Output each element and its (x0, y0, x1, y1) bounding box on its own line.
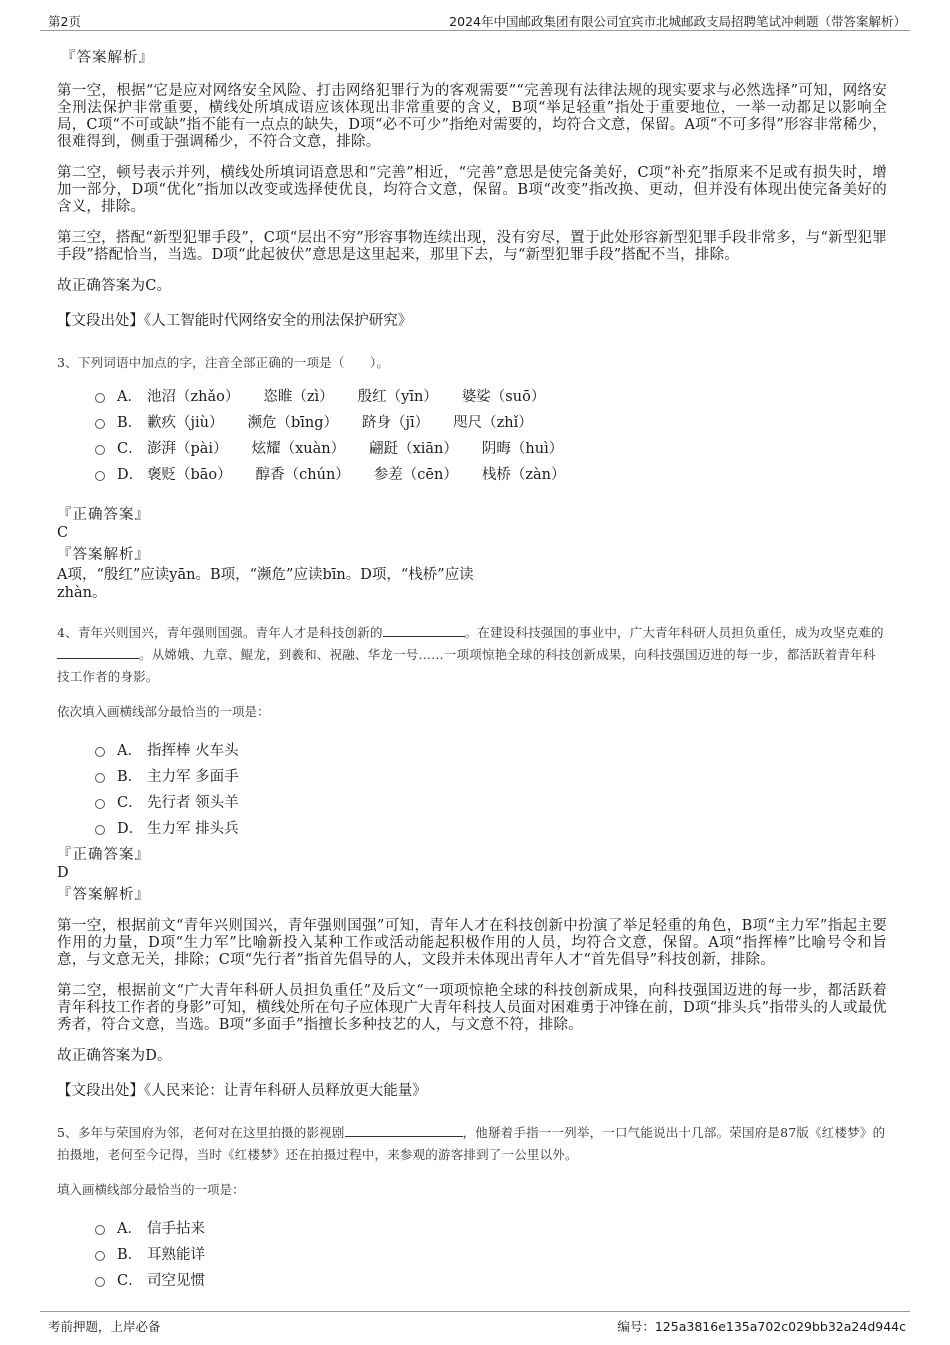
option-text: 指挥棒 火车头 (147, 742, 239, 759)
radio-button[interactable] (95, 747, 105, 757)
stem-text: 。在建设科技强国的事业中，广大青年科研人员担负重任，成为攻坚克难的 (464, 625, 884, 640)
option-word: 池沼（zhǎo） (147, 388, 240, 405)
radio-button[interactable] (95, 445, 105, 455)
option-b[interactable] (95, 762, 887, 788)
option-text: 司空见惯 (147, 1272, 205, 1289)
option-letter: B． (117, 1246, 143, 1263)
question-stem: 3、下列词语中加点的字，注音全部正确的一项是（ ）。 (57, 355, 390, 370)
option-list (95, 382, 887, 486)
option-letter: A． (117, 742, 142, 759)
document-id: 编号：125a3816e135a702c029bb32a24d944c (617, 1319, 906, 1334)
option-list (95, 1214, 887, 1292)
analysis-paragraph: 第三空，搭配“新型犯罪手段”，C项“层出不穷”形容事物连续出现，没有穷尽，置于此处形容新型犯罪手段非常多，与“新型犯罪手段”搭配恰当，当选。D项“此起彼伏”意思是这里起来，那里下去，与“新型犯罪手段”搭配不当，排除。 (57, 230, 887, 263)
option-word: 跻身（jī） (362, 414, 430, 431)
option-word: 栈桥（zàn） (481, 466, 566, 483)
option-word: 歉疚（jiù） (147, 414, 224, 431)
radio-button[interactable] (95, 1225, 105, 1235)
radio-button[interactable] (95, 799, 105, 809)
analysis-label: 『答案解析』 (57, 887, 150, 903)
fill-blank (345, 1124, 463, 1137)
option-b[interactable] (95, 1240, 887, 1266)
option-word: 醇香（chún） (255, 466, 350, 483)
stem-text: 4、青年兴则国兴，青年强则国强。青年人才是科技创新的 (57, 625, 383, 640)
radio-button[interactable] (95, 1251, 105, 1261)
option-letter: B． (117, 768, 143, 785)
correct-answer-label: 『正确答案』 (57, 507, 150, 523)
stem-text: 5、多年与荣国府为邻，老何对在这里拍摄的影视剧 (57, 1125, 345, 1140)
option-word: 炫耀（xuàn） (251, 440, 346, 457)
option-text: 生力军 排头兵 (147, 820, 239, 837)
option-list (95, 736, 887, 840)
option-a[interactable] (95, 736, 887, 762)
option-text: 先行者 领头羊 (147, 794, 239, 811)
analysis-paragraph: 第一空，根据前文“青年兴则国兴，青年强则国强”可知，青年人才在科技创新中扮演了举足轻重的角色，B项“主力军”指起主要作用的力量，D项“生力军”比喻新投入某种工作或活动能起积极作用的人员，均符合文意，保留。A项“指挥棒”比喻号令和旨意，与文意无关，排除；C项“先行者”指首先倡导的人，文段并未体现出青年人才“首先倡导”科技创新，排除。 (57, 918, 887, 968)
analysis-label: 『答案解析』 (57, 547, 150, 563)
radio-button[interactable] (95, 471, 105, 481)
option-letter: D． (117, 466, 144, 483)
page-footer (40, 1311, 910, 1336)
option-text: 耳熟能详 (147, 1246, 205, 1263)
option-a[interactable] (95, 382, 887, 408)
page-number: 第2页 (48, 14, 81, 29)
option-word: 恣睢（zì） (263, 388, 334, 405)
radio-button[interactable] (95, 1277, 105, 1287)
correct-answer: D (57, 865, 69, 881)
option-letter: A． (117, 1220, 142, 1237)
option-letter: D． (117, 820, 144, 837)
radio-button[interactable] (95, 825, 105, 835)
option-word: 濒危（bīng） (247, 414, 339, 431)
correct-answer: C (57, 525, 69, 541)
option-d[interactable] (95, 814, 887, 840)
radio-button[interactable] (95, 419, 105, 429)
option-c[interactable] (95, 1266, 887, 1292)
analysis-paragraph: 第二空，根据前文“广大青年科研人员担负重任”及后文“一项项惊艳全球的科技创新成果，向科技强国迈进的每一步，都活跃着青年科技工作者的身影”可知，横线处所在句子应体现广大青年科技人员面对困难勇于冲锋在前，D项“排头兵”指带头的人或最优秀者，符合文意，当选。B项“多面手”指擅长多种技艺的人，与文意不符，排除。 (57, 983, 887, 1033)
option-word: 翩跹（xiān） (369, 440, 458, 457)
page-header (40, 8, 910, 31)
option-text: 主力军 多面手 (147, 768, 239, 785)
fill-blank (57, 646, 139, 659)
correct-answer-label: 『正确答案』 (57, 847, 150, 863)
document-title: 2024年中国邮政集团有限公司宜宾市北城邮政支局招聘笔试冲刺题（带答案解析） (449, 14, 906, 29)
analysis-text: A项，“殷红”应读yān。B项，“濒危”应读bīn。D项，“栈桥”应读zhàn。 (57, 567, 474, 601)
question-instruction: 填入画横线部分最恰当的一项是： (57, 1182, 245, 1197)
source-citation: 【文段出处】《人工智能时代网络安全的刑法保护研究》 (57, 313, 413, 329)
analysis-paragraph: 第一空，根据“它是应对网络安全风险、打击网络犯罪行为的客观需要”“完善现有法律法规的现实要求与必然选择”可知，网络安全刑法保护非常重要，横线处所填成语应该体现出非常重要的含义，B项“举足轻重”指处于重要地位，一举一动都足以影响全局，C项“不可或缺”指不能有一点点的缺失，D项“必不可少”指绝对需要的，均符合文意，保留。A项“不可多得”形容非常稀少，很难得到，侧重于强调稀少，不符合文意，排除。 (57, 83, 887, 150)
option-b[interactable] (95, 408, 887, 434)
question-instruction: 依次填入画横线部分最恰当的一项是： (57, 704, 270, 719)
option-word: 澎湃（pài） (147, 440, 228, 457)
option-word: 阴晦（huì） (481, 440, 564, 457)
fill-blank (383, 624, 465, 637)
stem-text: 。从嫦娥、九章、鲲龙，到羲和、祝融、华龙一号……一项项惊艳全球的科技创新成果，向科技强国迈进的每一步，都活跃着青年科技工作者的身影。 (57, 647, 876, 684)
stem-text: ，他掰着手指一一列举，一口气能说出十几部。荣国府是87版《红楼梦》的拍摄地，老何至今记得，当时《红楼梦》还在拍摄过程中，来参观的游客排到了一公里以外。 (57, 1125, 886, 1162)
option-letter: C． (117, 440, 143, 457)
option-letter: C． (117, 1272, 143, 1289)
option-word: 咫尺（zhǐ） (453, 414, 533, 431)
option-c[interactable] (95, 788, 887, 814)
option-d[interactable] (95, 460, 887, 486)
option-c[interactable] (95, 434, 887, 460)
option-text: 信手拈来 (147, 1220, 205, 1237)
option-word: 褒贬（bāo） (147, 466, 232, 483)
option-a[interactable] (95, 1214, 887, 1240)
option-word: 参差（cēn） (373, 466, 458, 483)
analysis-label: 『答案解析』 (61, 50, 154, 66)
correct-answer-statement: 故正确答案为C。 (57, 278, 172, 294)
option-letter: B． (117, 414, 143, 431)
correct-answer-statement: 故正确答案为D。 (57, 1048, 172, 1064)
radio-button[interactable] (95, 393, 105, 403)
radio-button[interactable] (95, 773, 105, 783)
source-citation: 【文段出处】《人民来论：让青年科研人员释放更大能量》 (57, 1083, 427, 1099)
option-word: 殷红（yīn） (357, 388, 438, 405)
footer-slogan: 考前押题，上岸必备 (48, 1319, 161, 1334)
question-stem (57, 622, 887, 688)
option-letter: C． (117, 794, 143, 811)
question-stem (57, 1122, 887, 1166)
option-word: 婆娑（suō） (461, 388, 546, 405)
analysis-paragraph: 第二空，顿号表示并列，横线处所填词语意思和“完善”相近，“完善”意思是使完备美好，C项“补充”指原来不足或有损失时，增加一部分，D项“优化”指加以改变或选择使优良，均符合文意，保留。B项“改变”指改换、更动，但并没有体现出使完备美好的含义，排除。 (57, 165, 887, 215)
page-content (57, 46, 887, 1298)
option-letter: A． (117, 388, 142, 405)
